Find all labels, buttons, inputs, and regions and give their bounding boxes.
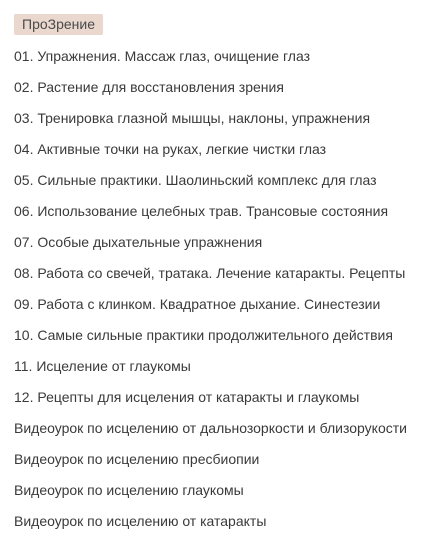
video-lesson-item[interactable]: Видеоурок по исцелению от катаракты — [14, 513, 267, 529]
lesson-item[interactable]: 04. Активные точки на руках, легкие чистки глаз — [14, 141, 327, 157]
lesson-item[interactable]: 06. Использование целебных трав. Трансовые состояния — [14, 203, 389, 219]
lesson-list — [14, 44, 407, 540]
lesson-item[interactable]: 08. Работа со свечей, тратака. Лечение катаракты. Рецепты — [14, 265, 406, 281]
video-lesson-item[interactable]: Видеоурок по исцелению от дальнозоркости и близорукости — [14, 420, 407, 436]
video-lesson-item[interactable]: Видеоурок по исцелению глаукомы — [14, 482, 244, 498]
lesson-item[interactable]: 10. Самые сильные практики продолжительного действия — [14, 327, 393, 343]
lesson-item[interactable]: 05. Сильные практики. Шаолиньский комплекс для глаз — [14, 172, 377, 188]
lesson-item[interactable]: 11. Исцеление от глаукомы — [14, 358, 191, 374]
lesson-item[interactable]: 12. Рецепты для исцеления от катаракты и глаукомы — [14, 389, 360, 405]
course-tag: ПроЗрение — [14, 14, 103, 35]
lesson-item[interactable]: 09. Работа с клинком. Квадратное дыхание. Синестезии — [14, 296, 381, 312]
video-lesson-item[interactable]: Видеоурок по исцелению пресбиопии — [14, 451, 260, 467]
lesson-item[interactable]: 07. Особые дыхательные упражнения — [14, 234, 263, 250]
lesson-item[interactable]: 02. Растение для восстановления зрения — [14, 79, 284, 95]
lesson-item[interactable]: 01. Упражнения. Массаж глаз, очищение глаз — [14, 48, 310, 64]
lesson-item[interactable]: 03. Тренировка глазной мышцы, наклоны, упражнения — [14, 110, 371, 126]
